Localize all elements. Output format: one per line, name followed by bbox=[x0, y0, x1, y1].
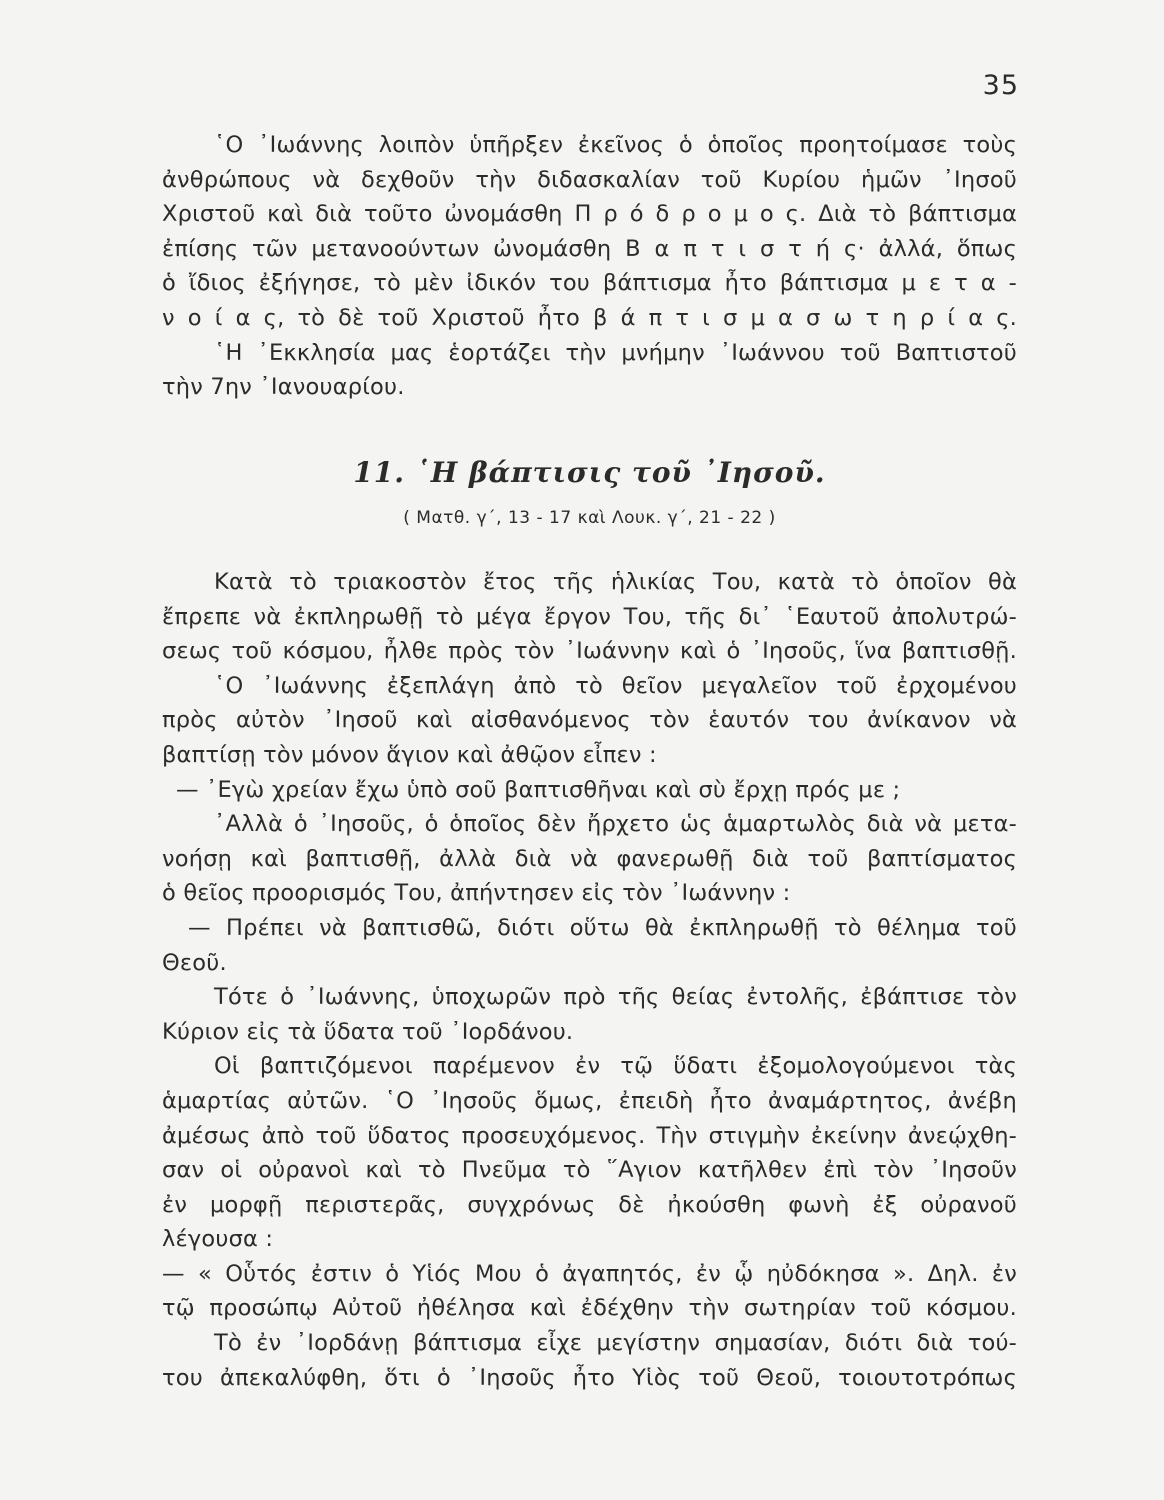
text-line: ἐν μορφῇ περιστερᾶς, συγχρόνως δὲ ἠκούσθη φωνὴ ἐξ οὐρανοῦ bbox=[162, 1191, 1017, 1218]
text-line: ῾Ο ᾿Ιωάννης ἐξεπλάγη ἀπὸ τὸ θεῖον μεγαλεῖον τοῦ ἐρχομένου bbox=[214, 672, 1017, 699]
text-line: ἀμέσως ἀπὸ τοῦ ὕδατος προσευχόμενος. Τὴν στιγμὴν ἐκείνην ἀνεῴχθη- bbox=[162, 1122, 1017, 1149]
text-line: Κύριον εἰς τὰ ὕδατα τοῦ ᾿Ιορδάνου. bbox=[162, 1018, 574, 1045]
text-line: νοήσῃ καὶ βαπτισθῇ, ἀλλὰ διὰ νὰ φανερωθῇ διὰ τοῦ βαπτίσματος bbox=[162, 845, 1017, 872]
text-line: Τότε ὁ ᾿Ιωάννης, ὑποχωρῶν πρὸ τῆς θείας ἐντολῆς, ἐβάπτισε τὸν bbox=[214, 984, 1017, 1011]
text-line: — ᾿Εγὼ χρείαν ἔχω ὑπὸ σοῦ βαπτισθῆναι καὶ σὺ ἔρχῃ πρός με ; bbox=[176, 776, 901, 803]
text-line: ὁ θεῖος προορισμός Του, ἀπήντησεν εἰς τὸν ᾿Ιωάννην : bbox=[162, 880, 791, 907]
text-line: βαπτίσῃ τὸν μόνον ἅγιον καὶ ἀθῷον εἶπεν : bbox=[162, 741, 657, 768]
text-line: ἔπρεπε νὰ ἐκπληρωθῇ τὸ μέγα ἔργον Του, τῆς δι᾿ ῾Εαυτοῦ ἀπολυτρώ- bbox=[162, 603, 1017, 630]
text-line: τῷ προσώπῳ Αὐτοῦ ἠθέλησα καὶ ἐδέχθην τὴν σωτηρίαν τοῦ κόσμου. bbox=[162, 1295, 1017, 1322]
text-line: ῾Η ᾿Εκκλησία μας ἑορτάζει τὴν μνήμην ᾿Ιωάννου τοῦ Βαπτιστοῦ bbox=[214, 339, 1017, 366]
text-line: πρὸς αὐτὸν ᾿Ιησοῦ καὶ αἰσθανόμενος τὸν ἑαυτόν του ἀνίκανον νὰ bbox=[162, 707, 1017, 734]
text-line: Οἱ βαπτιζόμενοι παρέμενον ἐν τῷ ὕδατι ἐξομολογούμενοι τὰς bbox=[214, 1053, 1017, 1080]
text-line: ᾿Αλλὰ ὁ ᾿Ιησοῦς, ὁ ὁποῖος δὲν ἤρχετο ὡς ἁμαρτωλὸς διὰ νὰ μετα- bbox=[214, 811, 1017, 838]
text-line: ῾Ο ᾿Ιωάννης λοιπὸν ὑπῆρξεν ἐκεῖνος ὁ ὁποῖος προητοίμασε τοὺς bbox=[214, 132, 1017, 158]
text-line: ν ο ί α ς, τὸ δὲ τοῦ Χριστοῦ ἦτο β ά π τ ι σ μ α σ ω τ η ρ ί α ς. bbox=[162, 304, 1017, 331]
text-line: λέγουσα : bbox=[162, 1226, 274, 1253]
text-line: ἁμαρτίας αὐτῶν. ῾Ο ᾿Ιησοῦς ὅμως, ἐπειδὴ ἦτο ἀναμάρτητος, ἀνέβη bbox=[162, 1087, 1017, 1114]
text-line: ἀνθρώπους νὰ δεχθοῦν τὴν διδασκαλίαν τοῦ Κυρίου ἡμῶν ᾿Ιησοῦ bbox=[162, 166, 1017, 193]
text-line: Θεοῦ. bbox=[162, 949, 227, 976]
text-line: σαν οἱ οὐρανοὶ καὶ τὸ Πνεῦμα τὸ ῞Αγιον κατῆλθεν ἐπὶ τὸν ᾿Ιησοῦν bbox=[162, 1157, 1017, 1184]
text-line: Τὸ ἐν ᾿Ιορδάνῃ βάπτισμα εἶχε μεγίστην σημασίαν, διότι διὰ τού- bbox=[214, 1330, 1017, 1357]
text-line: σεως τοῦ κόσμου, ἦλθε πρὸς τὸν ᾿Ιωάννην καὶ ὁ ᾿Ιησοῦς, ἵνα βαπτισθῇ. bbox=[162, 638, 1017, 665]
text-line: τὴν 7ην ᾿Ιανουαρίου. bbox=[162, 374, 405, 401]
text-line: Κατὰ τὸ τριακοστὸν ἔτος τῆς ἡλικίας Του, κατὰ τὸ ὁποῖον θὰ bbox=[214, 569, 1017, 595]
text-line: του ἀπεκαλύφθη, ὅτι ὁ ᾿Ιησοῦς ἦτο Υἱὸς τοῦ Θεοῦ, τοιουτοτρόπως bbox=[162, 1364, 1017, 1391]
intro-text-block bbox=[162, 128, 1017, 405]
text-line: Χριστοῦ καὶ διὰ τοῦτο ὠνομάσθη Π ρ ό δ ρ ο μ ο ς. Διὰ τὸ βάπτισμα bbox=[162, 201, 1017, 228]
text-line: — Πρέπει νὰ βαπτισθῶ, διότι οὕτω θὰ ἐκπληρωθῇ τὸ θέλημα τοῦ bbox=[188, 914, 1017, 941]
text-line: ὁ ἴδιος ἐξήγησε, τὸ μὲν ἰδικόν του βάπτισμα ἦτο βάπτισμα μ ε τ α - bbox=[162, 270, 1017, 297]
main-text-block bbox=[162, 565, 1017, 1395]
text-line: — « Οὗτός ἐστιν ὁ Υἱός Μου ὁ ἀγαπητός, ἐν ᾧ ηὐδόκησα ». Δηλ. ἐν bbox=[162, 1260, 1017, 1287]
scripture-reference: ( Ματθ. γ΄, 13 - 17 καὶ Λουκ. γ΄, 21 - 22 ) bbox=[403, 508, 776, 528]
page-number: 35 bbox=[982, 70, 1019, 101]
section-heading: 11. ῾Η βάπτισις τοῦ ᾿Ιησοῦ. bbox=[353, 456, 826, 489]
text-line: ἐπίσης τῶν μετανοούντων ὠνομάσθη Β α π τ ι σ τ ή ς· ἀλλά, ὅπως bbox=[162, 235, 1017, 262]
